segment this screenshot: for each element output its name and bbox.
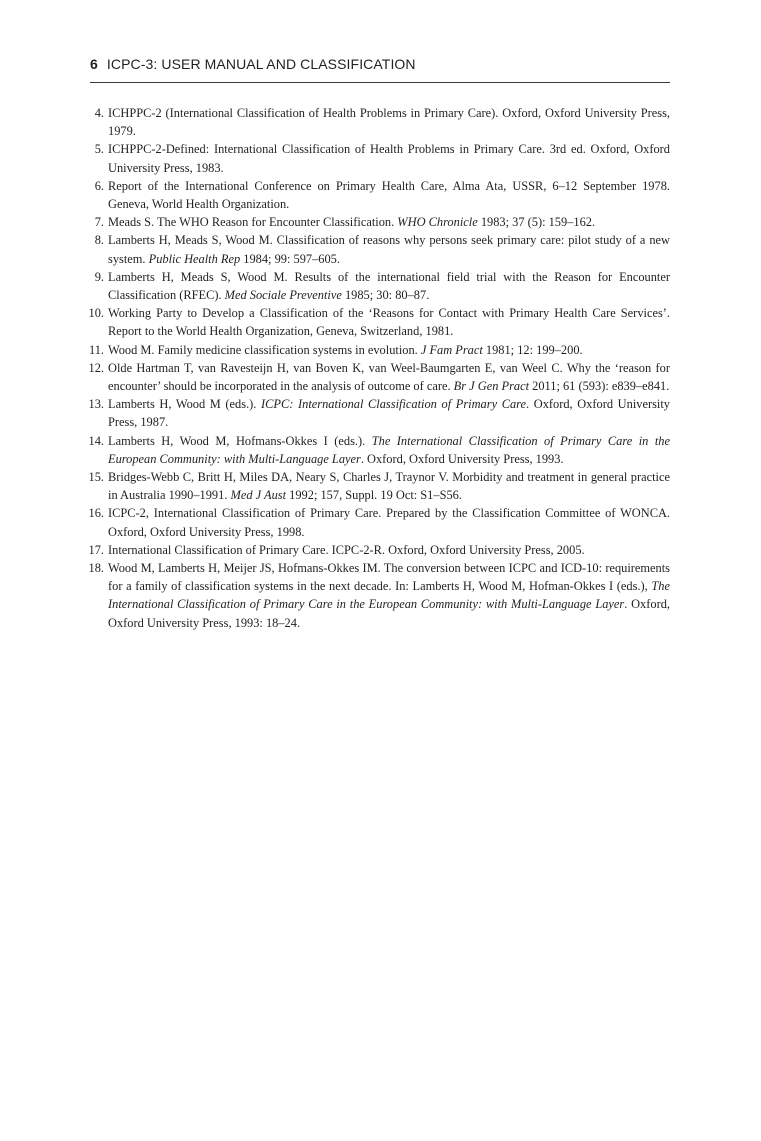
reference-text	[108, 106, 670, 138]
reference-number: 17.	[88, 542, 104, 557]
reference-number: 4.	[94, 106, 104, 120]
reference-text-segment: . Oxford, Oxford University Press, 1993.	[360, 451, 564, 466]
reference-number: 9.	[94, 269, 104, 284]
reference-source-title: WHO Chronicle	[397, 215, 478, 230]
reference-text	[108, 306, 670, 338]
reference-text-segment: 2011; 61 (593): e839–e841.	[529, 379, 670, 394]
reference-text	[108, 561, 670, 630]
reference-source-title: Public Health Rep	[148, 251, 241, 266]
reference-item	[84, 432, 670, 468]
reference-text-segment: Lamberts H, Meads S, Wood M. Results of the international field trial with the Reason for Encounter Classification (RFEC).	[108, 269, 670, 303]
reference-item	[84, 140, 670, 176]
reference-text-segment: Working Party to Develop a Classification of the ‘Reasons for Contact with Primary Health Care Services’. Report to the World Health Organization, Geneva, Switzerland, 1981.	[108, 306, 670, 339]
reference-text	[108, 270, 670, 302]
running-header	[90, 56, 670, 83]
reference-text-segment: 1981; 12: 199–200.	[482, 342, 583, 357]
reference-text-segment: 1985; 30: 80–87.	[341, 288, 430, 303]
reference-text	[108, 142, 670, 174]
reference-item	[84, 213, 670, 231]
reference-number: 18.	[88, 561, 104, 576]
reference-item	[84, 177, 670, 213]
reference-number: 8.	[94, 233, 104, 248]
reference-item	[84, 231, 670, 267]
reference-text-segment: 1984; 99: 597–605.	[240, 251, 340, 266]
reference-text-segment: . Oxford, Oxford University Press, 1993: 18–24.	[108, 597, 670, 630]
reference-source-title: J Fam Pract	[420, 342, 483, 357]
reference-text-segment: Lamberts H, Meads S, Wood M. Classification of reasons why persons seek primary care: pilot study of a new system.	[108, 233, 670, 266]
reference-text-segment: 1983; 37 (5): 159–162.	[477, 215, 596, 230]
reference-text	[108, 397, 670, 429]
reference-text-segment: . Oxford, Oxford University Press, 1987.	[108, 397, 670, 430]
reference-item	[84, 559, 670, 632]
reference-text-segment: 1992; 157, Suppl. 19 Oct: S1–S56.	[286, 488, 462, 503]
reference-source-title: Med Sociale Preventive	[224, 288, 342, 303]
reference-number: 6.	[94, 178, 104, 193]
reference-number: 13.	[88, 397, 104, 412]
page-number: 6	[90, 56, 98, 72]
reference-text	[108, 543, 585, 557]
reference-text-segment: ICHPPC-2 (International Classification of Health Problems in Primary Care). Oxford, Oxford University Press, 1979.	[108, 106, 670, 139]
reference-source-title: Med J Aust	[230, 488, 287, 503]
reference-text	[108, 215, 595, 229]
reference-text-segment: Bridges-Webb C, Britt H, Miles DA, Neary S, Charles J, Traynor V. Morbidity and treatment in general practice in Australia 1990–1991.	[108, 470, 670, 503]
reference-item	[84, 104, 670, 140]
reference-text	[108, 470, 670, 502]
reference-item	[84, 359, 670, 395]
reference-item	[84, 304, 670, 340]
reference-item	[84, 504, 670, 540]
reference-number: 10.	[88, 306, 104, 321]
reference-text-segment: Olde Hartman T, van Ravesteijn H, van Boven K, van Weel-Baumgarten E, van Weel C. Why the ‘reason for encounter’ should be incorporated in the analysis of outcome of care.	[108, 360, 670, 394]
reference-item	[84, 395, 670, 431]
reference-text	[108, 506, 670, 538]
reference-source-title: The International Classification of Primary Care in the European Community: with Multi-Language Layer	[108, 579, 670, 612]
reference-item	[84, 468, 670, 504]
reference-text	[108, 434, 670, 466]
reference-text-segment: Lamberts H, Wood M, Hofmans-Okkes I (eds.).	[108, 433, 372, 448]
reference-text	[108, 233, 670, 265]
reference-item	[84, 341, 670, 359]
reference-text-segment: International Classification of Primary Care. ICPC-2-R. Oxford, Oxford University Press, 2005.	[108, 542, 585, 557]
reference-number: 7.	[94, 215, 104, 230]
reference-number: 16.	[88, 506, 104, 521]
reference-item	[84, 541, 670, 559]
reference-number: 12.	[88, 360, 104, 375]
reference-source-title: Br J Gen Pract	[453, 379, 530, 394]
reference-text	[108, 179, 670, 211]
reference-text-segment: Lamberts H, Wood M (eds.).	[108, 397, 262, 412]
reference-text-segment: Meads S. The WHO Reason for Encounter Classification.	[108, 215, 398, 230]
reference-number: 5.	[94, 142, 104, 157]
reference-text-segment: ICHPPC-2-Defined: International Classification of Health Problems in Primary Care. 3rd ed. Oxford, Oxford University Press, 1983.	[108, 142, 670, 175]
reference-list	[84, 104, 670, 632]
reference-item	[84, 268, 670, 304]
running-title: ICPC-3: USER MANUAL AND CLASSIFICATION	[106, 56, 416, 72]
reference-text	[108, 343, 583, 357]
reference-number: 15.	[88, 470, 104, 485]
reference-number: 14.	[88, 433, 104, 448]
reference-number: 11.	[88, 342, 104, 357]
reference-text-segment: ICPC-2, International Classification of Primary Care. Prepared by the Classification Committee of WONCA. Oxford, Oxford University Press, 1998.	[108, 506, 670, 539]
reference-text-segment: Wood M. Family medicine classification systems in evolution.	[108, 342, 421, 357]
reference-source-title: ICPC: International Classification of Primary Care	[261, 397, 527, 412]
reference-text-segment: Wood M, Lamberts H, Meijer JS, Hofmans-Okkes IM. The conversion between ICPC and ICD-10: requirements for a family of classification systems in the next decade. In: Lamberts H, Wood M, Hofman-Okkes I (eds.),	[108, 561, 670, 594]
reference-source-title: The International Classification of Primary Care in the European Community: with Multi-Language Layer	[108, 433, 670, 466]
reference-text-segment: Report of the International Conference on Primary Health Care, Alma Ata, USSR, 6–12 September 1978. Geneva, World Health Organization.	[108, 178, 670, 212]
reference-text	[108, 361, 670, 393]
